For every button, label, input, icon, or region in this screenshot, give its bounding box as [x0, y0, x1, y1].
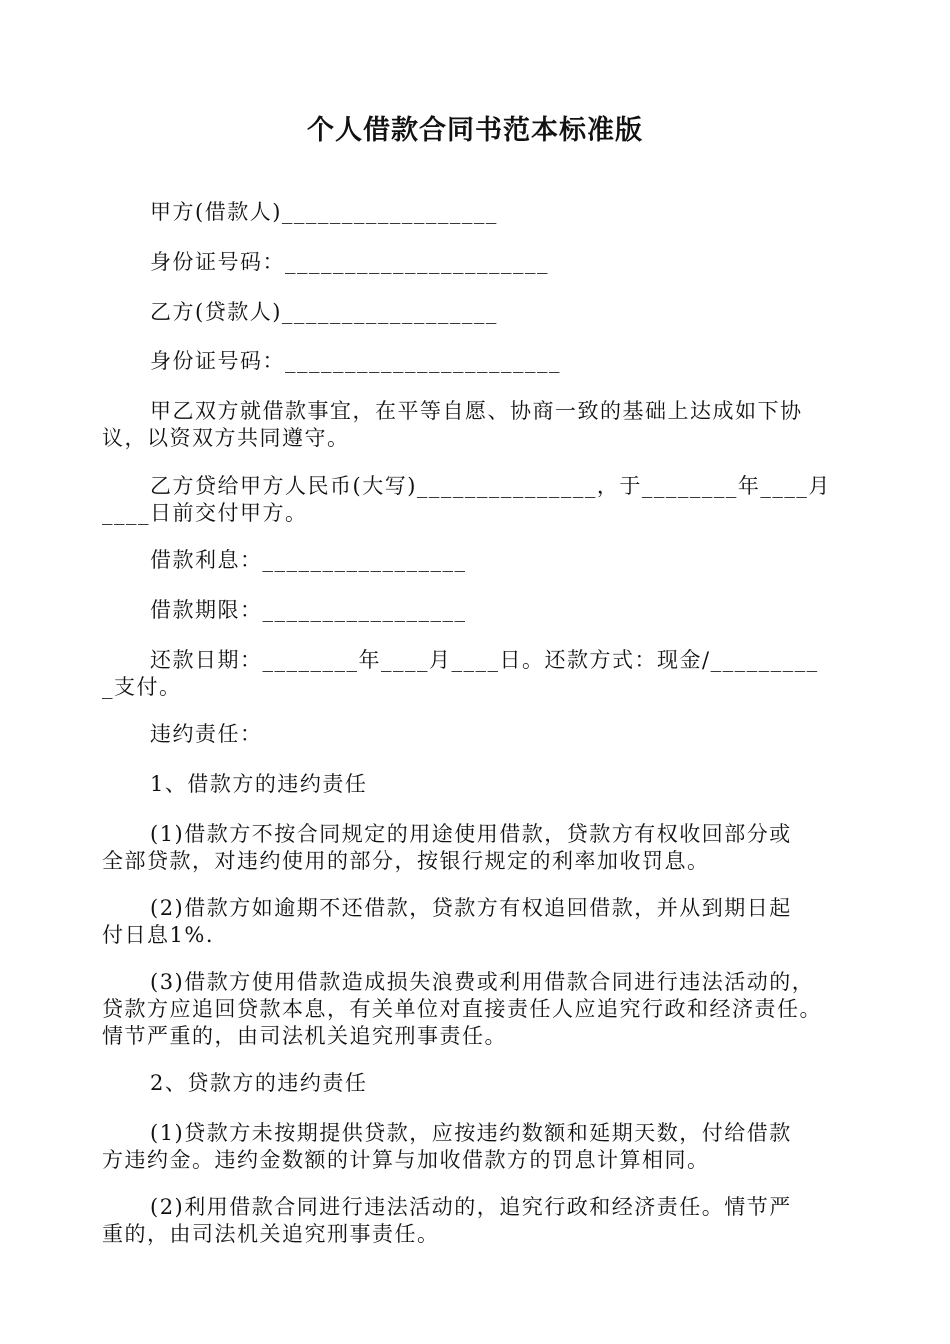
paragraph-line: ____日前交付甲方。 — [102, 501, 308, 525]
party-a-id-field — [102, 249, 862, 276]
paragraph-line: 乙方贷给甲方人民币(大写)_______________，于________年____月 — [150, 474, 831, 498]
paragraph-line: (2)利用借款合同进行违法活动的，追究行政和经济责任。情节严 — [150, 1195, 792, 1219]
loan-interest-field — [102, 547, 862, 574]
party-b-field — [102, 299, 862, 326]
paragraph-line: 身份证号码：_______________________ — [150, 349, 561, 373]
borrower-clause-2 — [102, 895, 862, 949]
borrower-clause-1 — [102, 821, 862, 875]
party-a-field — [102, 199, 862, 226]
paragraph-line: (1)借款方不按合同规定的用途使用借款，贷款方有权收回部分或 — [150, 822, 792, 846]
paragraph-line: 借款期限：_________________ — [150, 598, 467, 622]
paragraph-line: (1)贷款方未按期提供贷款，应按违约数额和延期天数，付给借款 — [150, 1121, 792, 1145]
lender-clause-1 — [102, 1120, 862, 1174]
repayment-paragraph — [102, 647, 862, 701]
paragraph-line: 违约责任： — [150, 722, 263, 746]
paragraph-line: 贷款方应追回贷款本息，有关单位对直接责任人应追究行政和经济责任。 — [102, 997, 822, 1021]
loan-term-field — [102, 597, 862, 624]
paragraph-line: 甲乙双方就借款事宜，在平等自愿、协商一致的基础上达成如下协 — [150, 399, 803, 423]
paragraph-line: 身份证号码：______________________ — [150, 250, 549, 274]
lender-liability-heading — [102, 1070, 862, 1097]
paragraph-line: (3)借款方使用借款造成损失浪费或利用借款合同进行违法活动的， — [150, 970, 815, 994]
paragraph-line: _支付。 — [102, 675, 182, 699]
paragraph-line: 重的，由司法机关追究刑事责任。 — [102, 1222, 440, 1246]
document-title: 个人借款合同书范本标准版 — [307, 115, 643, 146]
paragraph-line: 还款日期：________年____月____日。还款方式：现金/_________ — [150, 648, 819, 672]
party-b-id-field — [102, 348, 862, 375]
liability-heading — [102, 721, 862, 748]
paragraph-line: 1、借款方的违约责任 — [150, 772, 368, 796]
paragraph-line: (2)借款方如逾期不还借款，贷款方有权追回借款，并从到期日起 — [150, 896, 792, 920]
paragraph-line: 付日息1%. — [102, 923, 214, 947]
paragraph-line: 2、贷款方的违约责任 — [150, 1071, 368, 1095]
agreement-paragraph — [102, 398, 862, 452]
paragraph-line: 方违约金。违约金数额的计算与加收借款方的罚息计算相同。 — [102, 1148, 710, 1172]
paragraph-line: 议，以资双方共同遵守。 — [102, 426, 350, 450]
paragraph-line: 全部贷款，对违约使用的部分，按银行规定的利率加收罚息。 — [102, 849, 710, 873]
borrower-liability-heading — [102, 771, 862, 798]
borrower-clause-3 — [102, 969, 862, 1050]
loan-amount-paragraph — [102, 473, 862, 527]
lender-clause-2 — [102, 1194, 862, 1248]
paragraph-line: 情节严重的，由司法机关追究刑事责任。 — [102, 1024, 507, 1048]
paragraph-line: 乙方(贷款人)__________________ — [150, 300, 498, 324]
paragraph-line: 借款利息：_________________ — [150, 548, 467, 572]
paragraph-line: 甲方(借款人)__________________ — [150, 200, 498, 224]
